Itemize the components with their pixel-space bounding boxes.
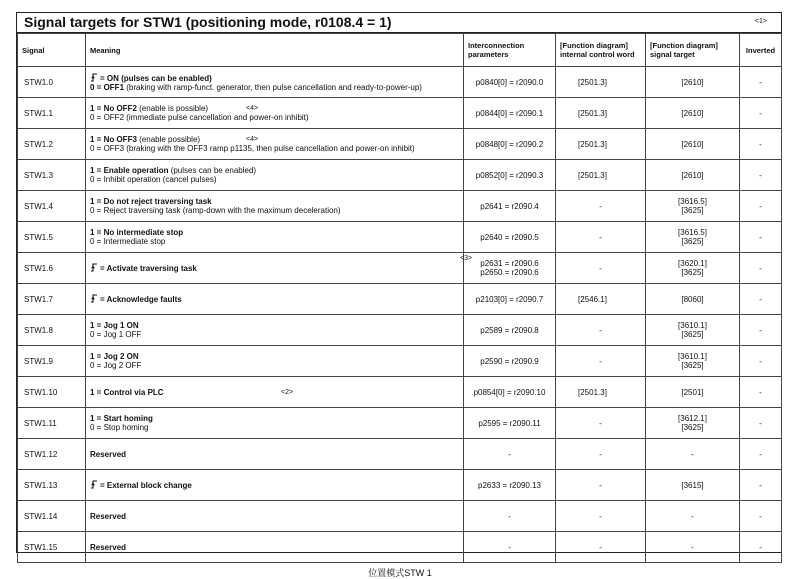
- fd-internal-cell: [2501.3]: [556, 160, 646, 191]
- meaning-footnote: <2>: [281, 389, 294, 396]
- inverted-cell: -: [740, 346, 782, 377]
- meaning-cell: [86, 98, 464, 129]
- table-row: [18, 67, 782, 98]
- signal-cell: STW1.15: [18, 532, 86, 563]
- signal-cell: STW1.6: [18, 253, 86, 284]
- rising-edge-icon: [90, 294, 98, 303]
- header-fd-target-line1: [Function diagram]: [650, 41, 718, 50]
- meaning-line-2: [90, 237, 459, 246]
- meaning-line-1-main: 1 = Jog 1 ON: [90, 321, 139, 330]
- signal-cell: STW1.8: [18, 315, 86, 346]
- interconnection-value: p0854[0] = r2090.10: [473, 387, 546, 397]
- fd-target-value: [3610.1]: [678, 352, 707, 361]
- interconnection-value: -: [508, 542, 511, 552]
- meaning-line-1: [90, 414, 459, 423]
- meaning-line-2-main: 0 = OFF3: [90, 144, 125, 153]
- signal-table-frame: [16, 12, 782, 553]
- meaning-line-1: [90, 294, 459, 304]
- interconnection-cell: [464, 315, 556, 346]
- fd-internal-cell: -: [556, 253, 646, 284]
- interconnection-value: p2633 = r2090.13: [478, 480, 541, 490]
- fd-internal-cell: -: [556, 439, 646, 470]
- inverted-cell: -: [740, 284, 782, 315]
- meaning-cell: [86, 222, 464, 253]
- meaning-line-2: [90, 113, 459, 122]
- header-interconnection-line1: Interconnection: [468, 41, 525, 50]
- header-inverted: Inverted: [740, 34, 782, 67]
- interconnection-cell: [464, 470, 556, 501]
- meaning-line-1: [90, 321, 459, 330]
- fd-internal-cell: -: [556, 501, 646, 532]
- fd-target-value: [2501]: [681, 387, 704, 397]
- meaning-cell: [86, 501, 464, 532]
- meaning-line-1-main: Reserved: [90, 542, 127, 552]
- interconnection-value: p2631 = r2090.6: [480, 259, 539, 268]
- inverted-cell: -: [740, 160, 782, 191]
- meaning-line-1-main: 1 = No OFF2: [90, 104, 137, 113]
- interconnection-value: p2641 = r2090.4: [480, 201, 539, 211]
- meaning-line-2: [90, 83, 459, 92]
- table-row: [18, 191, 782, 222]
- signal-cell: STW1.11: [18, 408, 86, 439]
- meaning-line-1: [90, 388, 459, 397]
- fd-target-cell: [646, 67, 740, 98]
- meaning-line-2-main: 0 = OFF2: [90, 113, 125, 122]
- fd-internal-cell: -: [556, 408, 646, 439]
- figure-caption: 位置模式STW 1: [368, 568, 432, 578]
- meaning-line-2-detail: (cancel pulses): [160, 175, 217, 184]
- interconnection-cell: [464, 408, 556, 439]
- signal-cell: STW1.2: [18, 129, 86, 160]
- meaning-line-1: [90, 480, 459, 490]
- interconnection-footnote: <3>: [460, 255, 473, 262]
- meaning-line-1-main: 1 = Start homing: [90, 414, 153, 423]
- meaning-cell: [86, 532, 464, 563]
- table-row: [18, 129, 782, 160]
- table-row: [18, 284, 782, 315]
- inverted-cell: -: [740, 191, 782, 222]
- meaning-line-2: [90, 144, 459, 153]
- header-fd-target: [646, 34, 740, 67]
- meaning-line-1-detail: (pulses can be enabled): [168, 166, 257, 175]
- meaning-cell: [86, 377, 464, 408]
- header-signal: Signal: [18, 34, 86, 67]
- signal-cell: STW1.9: [18, 346, 86, 377]
- interconnection-value: p2589 = r2090.8: [480, 325, 539, 335]
- meaning-line-1: [90, 543, 459, 552]
- signal-table: [17, 33, 782, 563]
- signal-cell: STW1.5: [18, 222, 86, 253]
- header-fd-internal-line2: internal control word: [560, 50, 635, 59]
- signal-cell: STW1.4: [18, 191, 86, 222]
- header-interconnection: [464, 34, 556, 67]
- interconnection-value: p0844[0] = r2090.1: [475, 108, 544, 118]
- table-row: [18, 253, 782, 284]
- table-row: [18, 377, 782, 408]
- meaning-line-1-detail: (enable possible): [136, 135, 201, 144]
- meaning-line-1-main: Reserved: [90, 511, 127, 521]
- fd-target-cell: [646, 439, 740, 470]
- interconnection-cell: [464, 501, 556, 532]
- fd-target-cell: [646, 253, 740, 284]
- interconnection-cell: [464, 67, 556, 98]
- fd-target-cell: [646, 315, 740, 346]
- meaning-cell: [86, 191, 464, 222]
- meaning-line-1-main: = External block change: [100, 481, 192, 490]
- meaning-footnote: <4>: [246, 136, 259, 143]
- table-row: [18, 501, 782, 532]
- inverted-cell: -: [740, 377, 782, 408]
- fd-target-value: [3610.1]: [678, 321, 707, 330]
- meaning-footnote: <4>: [246, 105, 259, 112]
- table-row: [18, 160, 782, 191]
- meaning-cell: [86, 253, 464, 284]
- fd-target-cell: [646, 129, 740, 160]
- meaning-line-2: [90, 361, 459, 370]
- meaning-line-1-main: = Activate traversing task: [100, 264, 197, 273]
- fd-internal-cell: -: [556, 532, 646, 563]
- title-bar: [17, 13, 781, 33]
- interconnection-value: -: [508, 511, 511, 521]
- inverted-cell: -: [740, 67, 782, 98]
- rising-edge-icon: [90, 73, 98, 82]
- table-row: [18, 346, 782, 377]
- meaning-line-2-detail: (braking with the OFF3 ramp p1135, then pulse cancellation and power-on inhibit): [124, 144, 415, 153]
- meaning-line-1-main: 1 = Jog 2 ON: [90, 352, 139, 361]
- fd-target-value: -: [691, 511, 694, 521]
- meaning-cell: [86, 160, 464, 191]
- interconnection-value-2: p2650 = r2090.6: [480, 268, 539, 277]
- interconnection-value: p0840[0] = r2090.0: [475, 77, 544, 87]
- interconnection-cell: [464, 191, 556, 222]
- interconnection-cell: [464, 284, 556, 315]
- interconnection-cell: [464, 222, 556, 253]
- table-row: [18, 408, 782, 439]
- meaning-line-1-main: 1 = Control via PLC: [90, 387, 164, 397]
- meaning-line-2-detail: (ramp-down with the maximum deceleration): [180, 206, 341, 215]
- fd-target-value: [2610]: [681, 170, 704, 180]
- fd-target-value: [3612.1]: [678, 414, 707, 423]
- fd-internal-cell: [2501.3]: [556, 98, 646, 129]
- signal-cell: STW1.12: [18, 439, 86, 470]
- fd-internal-cell: -: [556, 191, 646, 222]
- interconnection-value: p0852[0] = r2090.3: [475, 170, 544, 180]
- interconnection-value: p2640 = r2090.5: [480, 232, 539, 242]
- title-footnote: <1>: [754, 18, 767, 25]
- header-interconnection-line2: parameters: [468, 50, 509, 59]
- fd-target-cell: [646, 98, 740, 129]
- page-title: Signal targets for STW1 (positioning mode, r0108.4 = 1): [24, 14, 392, 30]
- inverted-cell: -: [740, 439, 782, 470]
- inverted-cell: -: [740, 408, 782, 439]
- interconnection-cell: [464, 129, 556, 160]
- table-row: [18, 222, 782, 253]
- fd-target-value-2: [3625]: [681, 237, 704, 246]
- meaning-line-2: [90, 206, 459, 215]
- header-meaning: Meaning: [86, 34, 464, 67]
- fd-internal-cell: [2501.3]: [556, 129, 646, 160]
- meaning-cell: [86, 470, 464, 501]
- header-fd-target-line2: signal target: [650, 50, 695, 59]
- meaning-line-1: [90, 135, 459, 144]
- inverted-cell: -: [740, 532, 782, 563]
- interconnection-value: p2595 = r2090.11: [478, 418, 541, 428]
- meaning-cell: [86, 408, 464, 439]
- fd-target-value: [2610]: [681, 139, 704, 149]
- fd-internal-cell: -: [556, 222, 646, 253]
- meaning-line-2-main: 0 = Inhibit operation: [90, 175, 161, 184]
- meaning-line-1-main: = ON (pulses can be enabled): [100, 73, 212, 83]
- meaning-line-1: [90, 104, 459, 113]
- meaning-line-2-detail: (immediate pulse cancellation and power-on inhibit): [124, 113, 309, 122]
- meaning-line-2-main: 0 = Jog 1 OFF: [90, 330, 142, 339]
- fd-target-value: [3615]: [681, 480, 704, 490]
- signal-cell: STW1.13: [18, 470, 86, 501]
- meaning-line-1-main: Reserved: [90, 449, 127, 459]
- signal-cell: STW1.0: [18, 67, 86, 98]
- meaning-line-2-main: 0 = Jog 2 OFF: [90, 361, 142, 370]
- interconnection-value: p2103[0] = r2090.7: [475, 294, 544, 304]
- meaning-line-2: [90, 423, 459, 432]
- table-row: [18, 315, 782, 346]
- fd-target-cell: [646, 191, 740, 222]
- meaning-line-1-main: 1 = No intermediate stop: [90, 228, 184, 237]
- meaning-line-1: [90, 197, 459, 206]
- meaning-cell: [86, 346, 464, 377]
- fd-target-value-2: [3625]: [681, 330, 704, 339]
- header-row: [18, 34, 782, 67]
- signal-cell: STW1.10: [18, 377, 86, 408]
- meaning-line-1: [90, 228, 459, 237]
- fd-internal-cell: [2501.3]: [556, 377, 646, 408]
- interconnection-value: -: [508, 449, 511, 459]
- interconnection-cell: [464, 377, 556, 408]
- fd-target-value: [3616.5]: [678, 197, 707, 206]
- meaning-cell: [86, 67, 464, 98]
- interconnection-cell: [460, 253, 556, 284]
- fd-target-value-2: [3625]: [681, 423, 704, 432]
- meaning-line-2-main: 0 = Stop homing: [90, 423, 149, 432]
- interconnection-cell: [464, 439, 556, 470]
- fd-target-value-2: [3625]: [681, 361, 704, 370]
- meaning-line-2: [90, 175, 459, 184]
- meaning-line-2: [90, 330, 459, 339]
- meaning-line-1: [90, 512, 459, 521]
- meaning-cell: [86, 284, 464, 315]
- fd-internal-cell: -: [556, 315, 646, 346]
- meaning-line-1: [90, 263, 459, 273]
- inverted-cell: -: [740, 315, 782, 346]
- header-fd-internal-line1: [Function diagram]: [560, 41, 628, 50]
- meaning-cell: [86, 315, 464, 346]
- rising-edge-icon: [90, 263, 98, 272]
- signal-cell: STW1.7: [18, 284, 86, 315]
- inverted-cell: -: [740, 501, 782, 532]
- fd-target-cell: [646, 284, 740, 315]
- interconnection-cell: [464, 532, 556, 563]
- interconnection-cell: [464, 160, 556, 191]
- header-fd-internal: [556, 34, 646, 67]
- fd-target-value: [3616.5]: [678, 228, 707, 237]
- fd-target-cell: [646, 377, 740, 408]
- signal-cell: STW1.14: [18, 501, 86, 532]
- signal-cell: STW1.1: [18, 98, 86, 129]
- fd-target-value: [8060]: [681, 294, 704, 304]
- meaning-line-2-main: 0 = Reject traversing task: [90, 206, 181, 215]
- meaning-cell: [86, 129, 464, 160]
- fd-internal-cell: [2546.1]: [556, 284, 646, 315]
- fd-internal-cell: -: [556, 346, 646, 377]
- fd-target-value: [2610]: [681, 77, 704, 87]
- table-row: [18, 470, 782, 501]
- table-row: [18, 98, 782, 129]
- signal-cell: STW1.3: [18, 160, 86, 191]
- rising-edge-icon: [90, 480, 98, 489]
- interconnection-value: p2590 = r2090.9: [480, 356, 539, 366]
- table-row: [18, 532, 782, 563]
- inverted-cell: -: [740, 98, 782, 129]
- interconnection-cell: [464, 98, 556, 129]
- inverted-cell: -: [740, 129, 782, 160]
- fd-target-cell: [646, 470, 740, 501]
- meaning-line-1-detail: (enable is possible): [136, 104, 209, 113]
- meaning-line-1-main: = Acknowledge faults: [100, 295, 182, 304]
- meaning-line-1-main: 1 = Enable operation: [90, 166, 169, 175]
- fd-target-cell: [646, 532, 740, 563]
- fd-target-value: -: [691, 449, 694, 459]
- fd-internal-cell: [2501.3]: [556, 67, 646, 98]
- meaning-line-1: [90, 450, 459, 459]
- fd-target-value: [2610]: [681, 108, 704, 118]
- interconnection-value: p0848[0] = r2090.2: [475, 139, 544, 149]
- interconnection-cell: [464, 346, 556, 377]
- fd-target-cell: [646, 501, 740, 532]
- meaning-line-2-main: 0 = Intermediate stop: [90, 237, 166, 246]
- fd-target-value-2: [3625]: [681, 206, 704, 215]
- fd-internal-cell: -: [556, 470, 646, 501]
- fd-target-value: -: [691, 542, 694, 552]
- fd-target-value-2: [3625]: [681, 268, 704, 277]
- fd-target-cell: [646, 222, 740, 253]
- inverted-cell: -: [740, 222, 782, 253]
- inverted-cell: -: [740, 470, 782, 501]
- meaning-line-1-main: 1 = No OFF3: [90, 135, 137, 144]
- meaning-line-1: [90, 166, 459, 175]
- meaning-line-2-detail: (braking with ramp-funct. generator, then pulse cancellation and ready-to-power-up): [124, 82, 422, 92]
- fd-target-value: [3620.1]: [678, 259, 707, 268]
- fd-target-cell: [646, 160, 740, 191]
- fd-target-cell: [646, 346, 740, 377]
- meaning-line-1: [90, 73, 459, 83]
- table-row: [18, 439, 782, 470]
- table-body: [18, 67, 782, 563]
- meaning-line-1: [90, 352, 459, 361]
- inverted-cell: -: [740, 253, 782, 284]
- meaning-line-2-main: 0 = OFF1: [90, 82, 125, 92]
- meaning-line-1-main: 1 = Do not reject traversing task: [90, 197, 212, 206]
- fd-target-cell: [646, 408, 740, 439]
- meaning-cell: [86, 439, 464, 470]
